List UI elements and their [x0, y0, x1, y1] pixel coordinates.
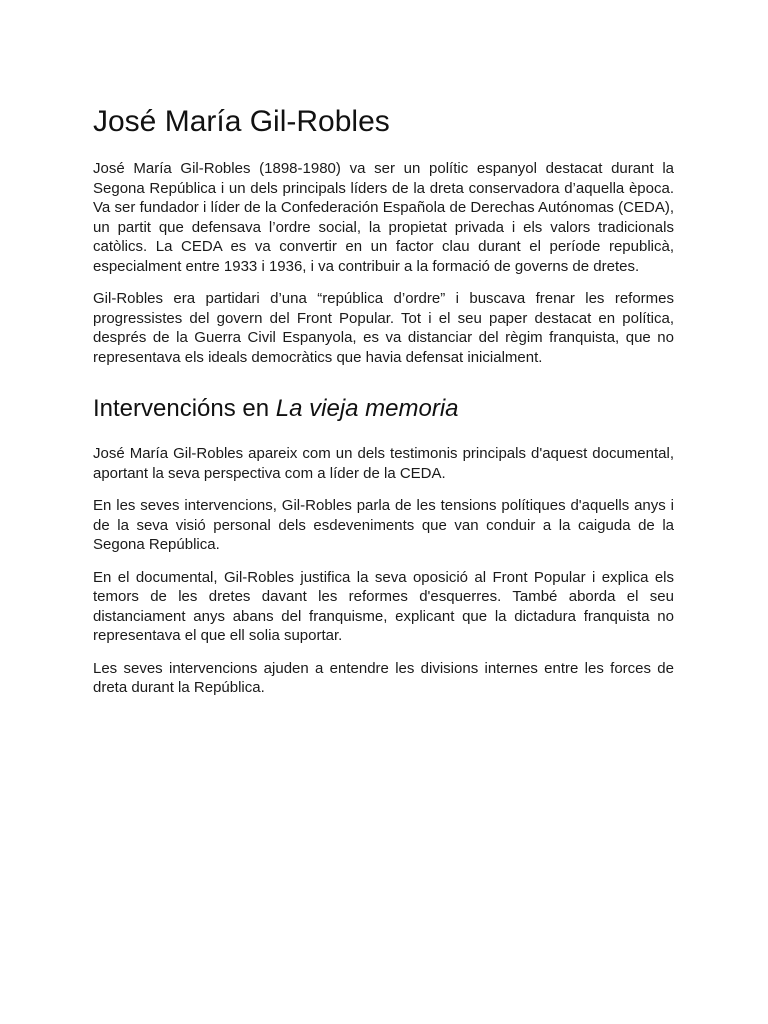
section-paragraph: En les seves intervencions, Gil-Robles parla de les tensions polítiques d'aquells anys i de la seva visió personal dels esdeveniments que van conduir a la caiguda de la Segona República.	[93, 497, 674, 553]
document-title: José María Gil-Robles	[93, 105, 390, 138]
section-heading-prefix: Intervencións en	[93, 395, 276, 422]
section-paragraph: Les seves intervencions ajuden a entendre les divisions internes entre les forces de dreta durant la República.	[93, 659, 674, 696]
intro-paragraph: Gil-Robles era partidari d’una “república d’ordre” i buscava frenar les reformes progressistes del govern del Front Popular. Tot i el seu paper destacat en política, després de la Guerra Civil Espanyola, es va distanciar del règim franquista, que no representava els ideals democràtics que havia defensat inicialment.	[93, 290, 674, 366]
intro-paragraph: José María Gil-Robles (1898-1980) va ser un polític espanyol destacat durant la Segona República i un dels principals líders de la dreta conservadora d’aquella època. Va ser fundador i líder de la Confederación Española de Derechas Autónomas (CEDA), un partit que defensava l’ordre social, la propietat privada i els valors tradicionals catòlics. La CEDA es va convertir en un factor clau durant el període republicà, especialment entre 1933 i 1936, i va contribuir a la formació de governs de dretes.	[93, 160, 674, 275]
section-paragraph: José María Gil-Robles apareix com un dels testimonis principals d'aquest documental, aportant la seva perspectiva com a líder de la CEDA.	[93, 445, 674, 482]
section-paragraph: En el documental, Gil-Robles justifica la seva oposició al Front Popular i explica els temors de les dretes davant les reformes d'esquerres. També aborda el seu distanciament anys abans del franquisme, explicant que la dictadura franquista no representava el que ell solia suportar.	[93, 568, 674, 644]
section-heading	[93, 394, 674, 424]
section-heading-italic: La vieja memoria	[275, 395, 459, 422]
document-page	[93, 104, 674, 711]
